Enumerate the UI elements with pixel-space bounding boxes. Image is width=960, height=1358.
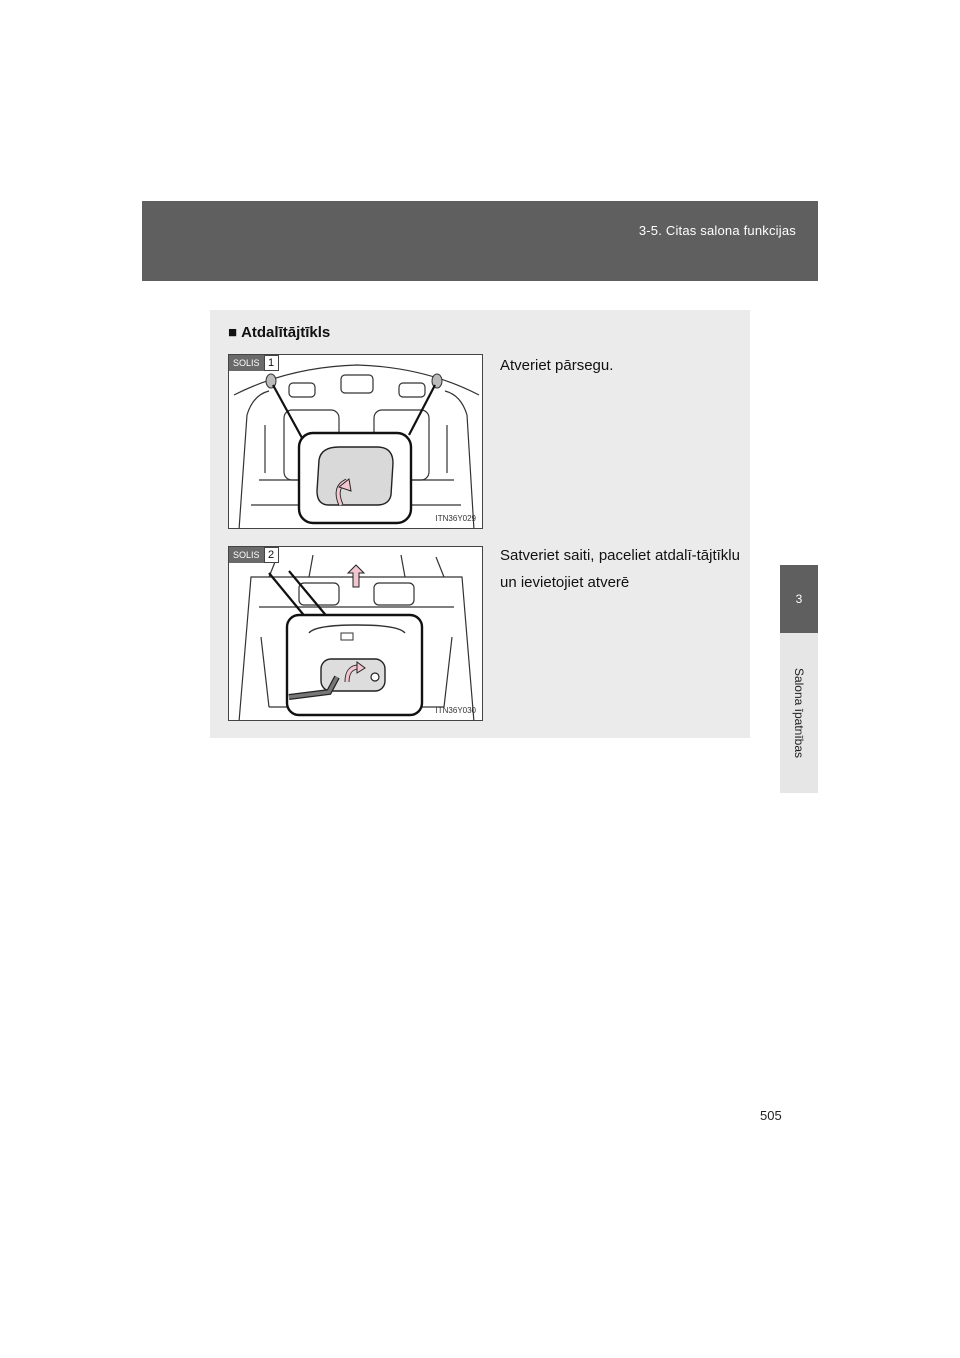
step-2-tag [229,547,279,563]
chapter-tab-text: Salona īpatnības [792,667,806,759]
chapter-tab-label [780,633,818,793]
step-1-tag [229,355,279,371]
step-2-illustration [228,546,483,721]
rear-seat-drawing [229,355,483,529]
cargo-area-drawing [229,547,483,721]
section-title-text: Atdalītājtīkls [241,324,331,341]
step-1-illustration [228,354,483,529]
step-2-label: SOLIS [229,547,264,563]
step-2-number: 2 [264,547,279,563]
step-1-instruction: Atveriet pārsegu. [500,357,614,374]
step-1-figure-code: ITN36Y029 [435,514,476,523]
step-2-instruction: Satveriet saiti, paceliet atdalī-tājtīklu un ievietojiet atverē [500,547,740,591]
chapter-tab-number: 3 [780,565,818,633]
section-title [228,324,330,341]
chapter-title: 3-5. Citas salona funkcijas [638,223,796,238]
step-1-number: 1 [264,355,279,371]
content-box [210,310,750,738]
header-band [142,201,818,281]
step-1-label: SOLIS [229,355,264,371]
page-number: 505 [760,1108,782,1123]
step-2-figure-code: ITN36Y030 [435,706,476,715]
section-marker: ■ [228,324,238,341]
